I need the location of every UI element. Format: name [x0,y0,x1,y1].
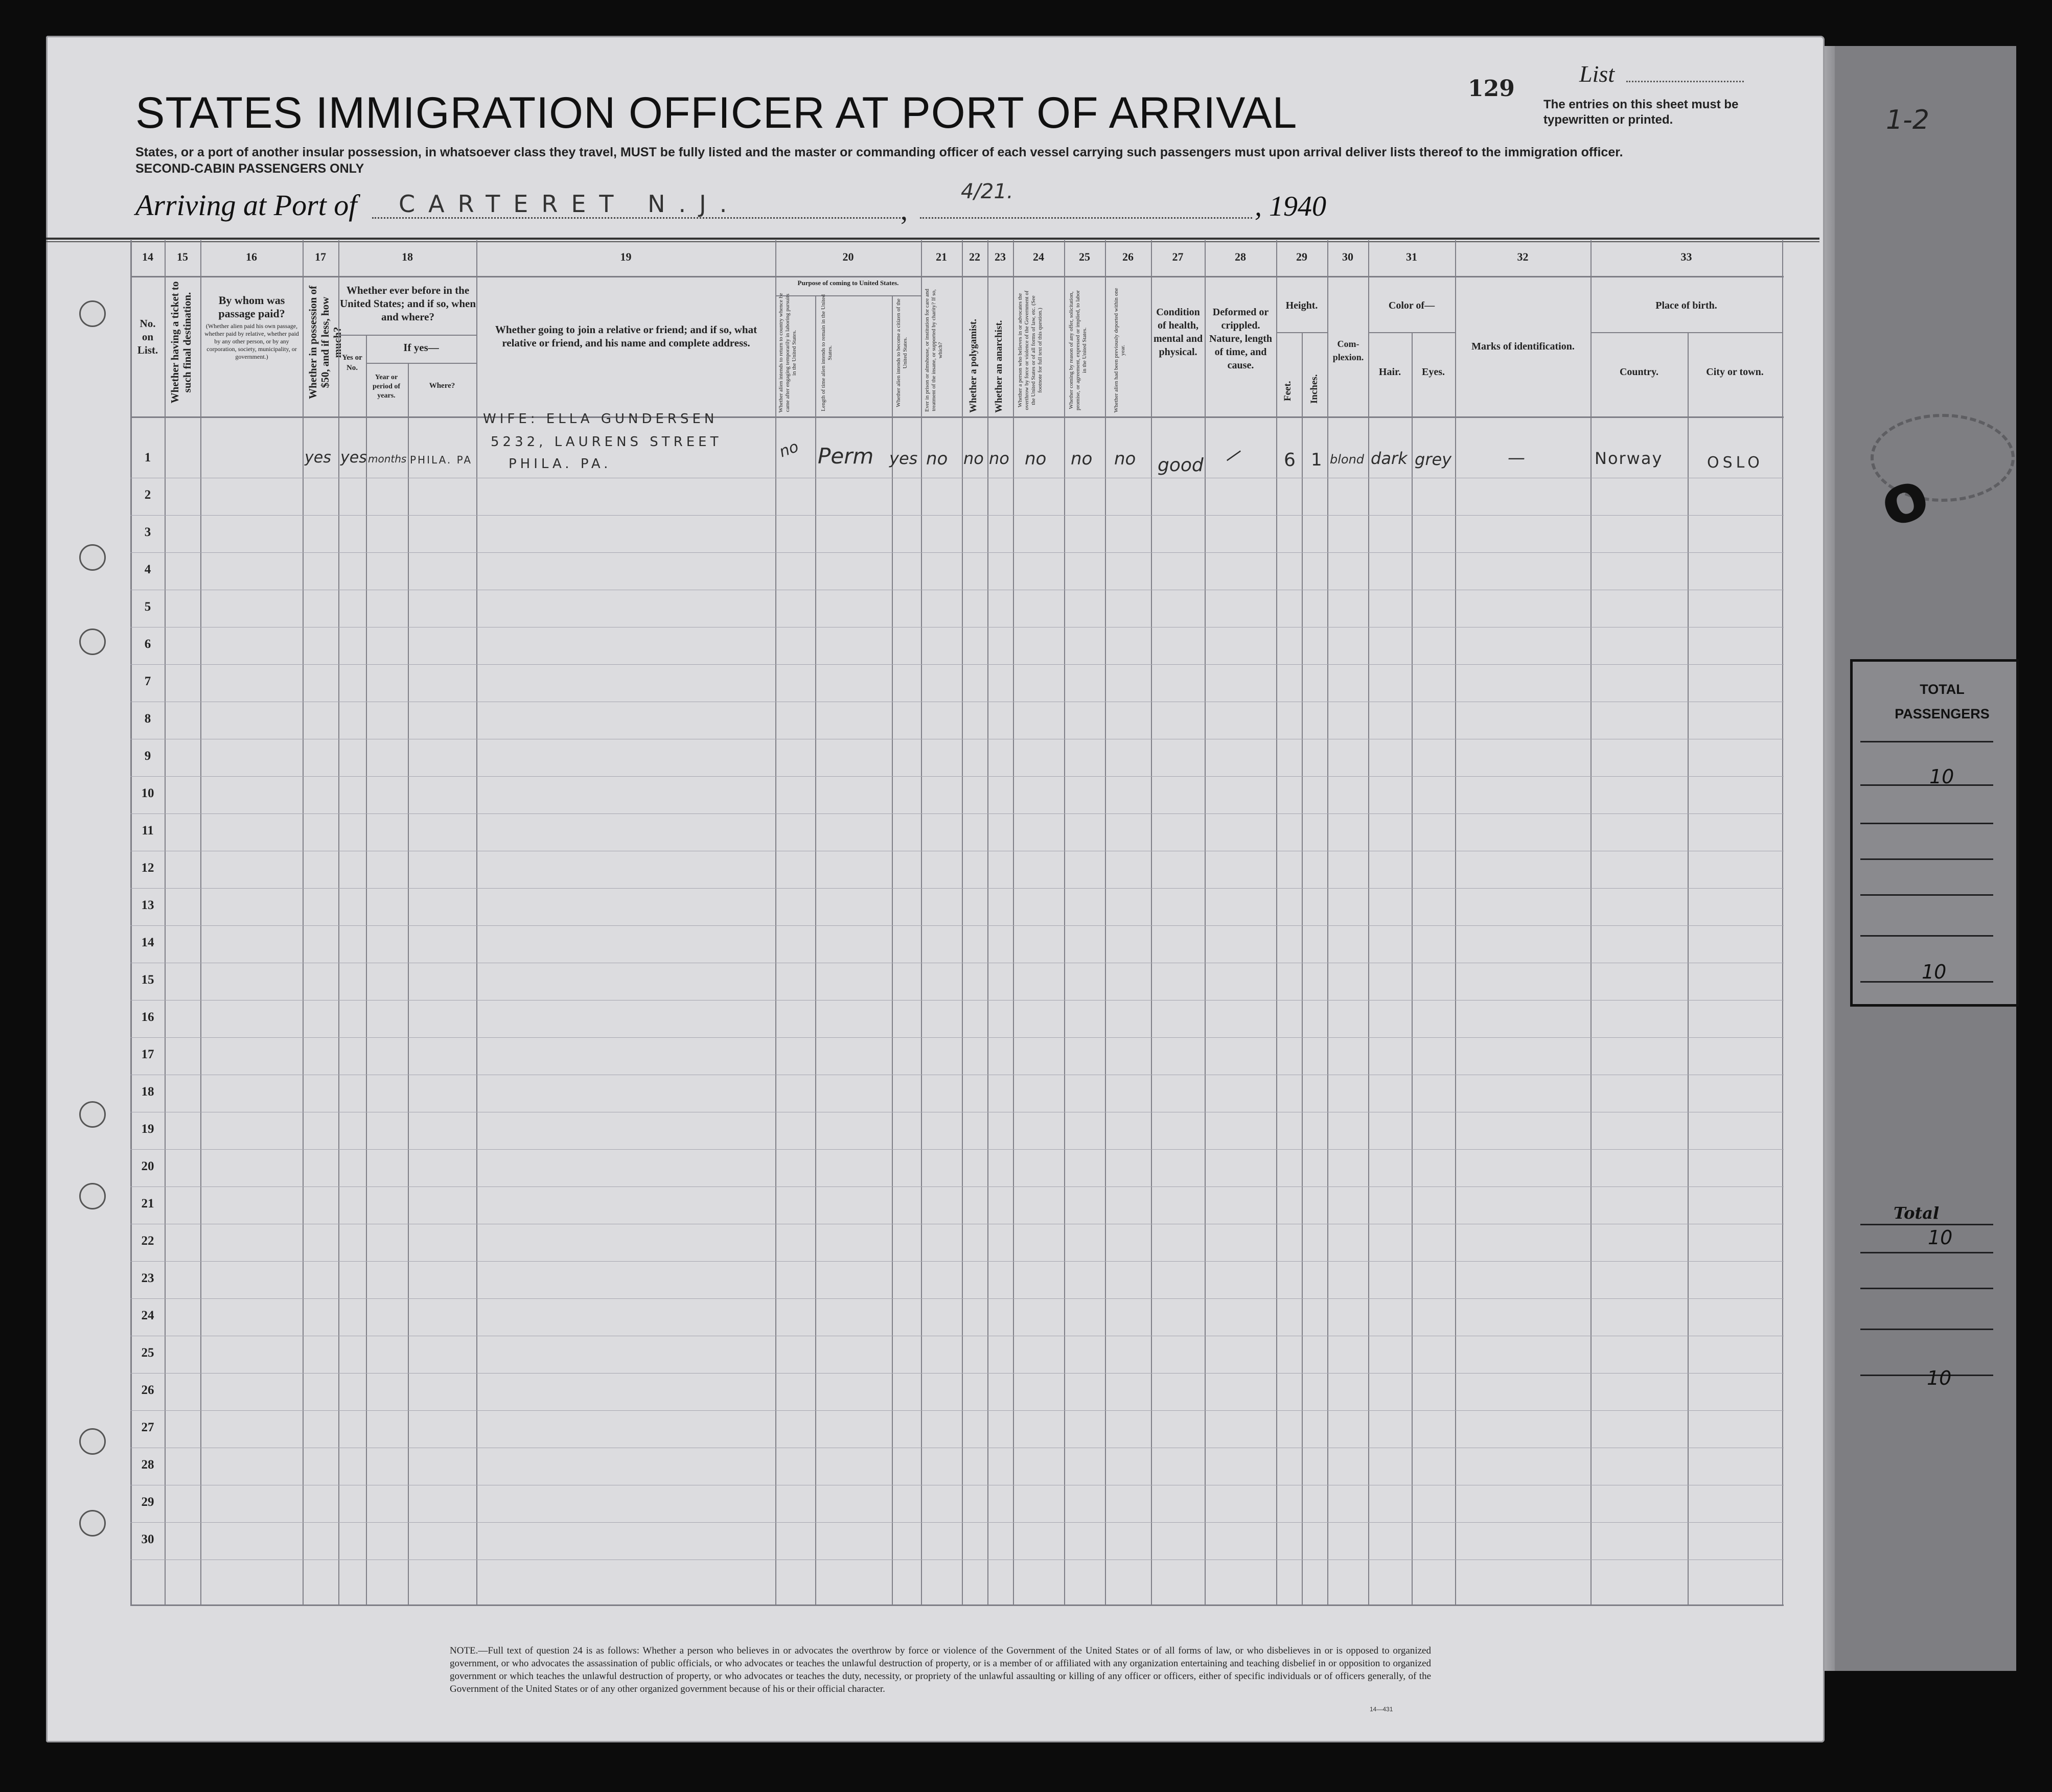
tally-line [1860,935,1993,937]
column-line [1151,240,1152,1604]
tally-line [1860,894,1993,896]
column-line [476,240,477,1604]
binder-hole [79,1183,106,1209]
row-line [130,776,1784,777]
row-line [130,1149,1784,1150]
column-number: 26 [1122,250,1134,263]
column-number: 16 [246,250,257,263]
header-c29-inches-text: Inches. [1309,374,1320,404]
column-line [1782,240,1783,1604]
header-c16-sub: (Whether alien paid his own passage, whether paid by relative, whether paid by any other person, or by any corporation, society, municipality, or government.) [204,322,299,360]
date-value: 4/21. [961,180,1013,203]
subtext-line: States, or a port of another insular possession, in whatsoever class they travel, MUST be fully listed and the master or commanding officer of each vessel carrying such passengers must upon arrival deliver lists thereof to the immigration officer. [135,145,1623,159]
entry-c30: blond [1330,452,1365,467]
header-c26-text: Whether alien had been previously deported within one year. [1113,288,1126,413]
header-c20-c-text: Whether alien intends to become a citizen of the United States. [895,298,908,407]
header-c24-text: Whether a person who believes in or advocates the overthrow by force or violence of the Government of the United States or of all forms of law, etc. (See footnote for full text of this question.) [1017,290,1043,410]
header-c24 [1017,288,1044,413]
row-number: 9 [144,749,151,763]
column-line [921,240,922,1604]
row-line [130,1373,1784,1374]
row-line [130,1522,1784,1523]
column-line [962,240,963,1604]
header-c19: Whether going to join a relative or friend; and if so, what relative or friend, and his name and complete address. [495,323,757,349]
header-c29-feet [1282,381,1294,401]
tally-line [1860,784,1993,786]
column-line [303,240,304,1604]
header-c15-text: Whether having a ticket to such final destination. [169,281,193,404]
row-number: 18 [141,1085,154,1099]
row-line [130,515,1784,516]
header-c18-yesno: Yes or No. [342,354,362,372]
entry-c18-yesno: yes [340,449,367,467]
column-number: 17 [315,250,326,263]
entry-c31-eyes: grey [1415,450,1452,469]
port-comma: , [901,195,908,226]
header-c18-ifyes: If yes— [403,341,439,354]
header-c23 [993,320,1005,413]
entry-c20-c: yes [889,449,918,468]
row-number: 6 [144,637,151,651]
margin-mark: 1-2 [1886,105,1929,135]
footnote: NOTE.—Full text of question 24 is as follows: Whether a person who believes in or advocates the overthrow by force or violence of the Government of the United States or of all forms of law, or who disbelieves in or is opposed to organized government, or who advocates the assassination of public officials, or who advocates or teaches the unlawful destruction of property, or is a member of or affiliated with any organization entertaining and teaching disbelief in or opposition to organized government or which teaches the unlawful destruction of property, or who advocates or teaches the duty, necessity, or propriety of the unlawful assaulting or killing of any officer or officers, either of specific individuals or of officers generally, of the Government of the United States or of any other organized government because of his or their official character. [450,1645,1431,1694]
tally-value: 10 [1929,765,1954,788]
row-number: 2 [144,488,151,502]
entry-c26: no [1114,449,1136,469]
row-number: 3 [144,525,151,539]
binder-hole [79,1101,106,1128]
row-number: 12 [141,861,154,875]
column-number: 23 [995,250,1006,263]
row-number: 26 [141,1383,154,1397]
total-passengers-title: TOTAL PASSENGERS [1895,682,1990,722]
row-number: 21 [141,1197,154,1211]
column-line [1688,332,1689,1604]
column-number: 19 [620,250,632,263]
header-c33-city: City or town. [1706,366,1764,378]
form-title: STATES IMMIGRATION OFFICER AT PORT OF ARRIVAL [135,88,1298,137]
row-number: 16 [141,1010,154,1024]
header-c18-period: Year or period of years. [372,374,401,400]
row-number: 10 [141,786,154,800]
entry-c19-line1: WIFE: ELLA GUNDERSEN [483,411,718,427]
column-number: 28 [1235,250,1246,263]
column-number: 32 [1517,250,1529,263]
header-subline [338,335,476,336]
list-label: List [1579,61,1615,87]
row-number: 11 [142,824,154,837]
row-line [130,888,1784,889]
column-line [1302,332,1303,1604]
column-number: 33 [1680,250,1692,263]
header-c30: Com-plexion. [1332,339,1364,362]
header-c20-b [820,293,834,413]
column-line [1276,240,1277,1604]
header-c20-b-text: Length of time alien intends to remain in the United States. [820,294,833,411]
column-line [1590,240,1592,1604]
header-rule [46,238,1819,240]
header-c31-hair: Hair. [1378,366,1401,378]
entry-c32: — [1508,448,1525,468]
row-line [130,1410,1784,1411]
header-c20-main: Purpose of coming to United States. [797,279,899,287]
entry-c17: yes [305,449,331,467]
header-c17-text: Whether in possession of $50, and if less, how much? [307,286,343,399]
header-bottom-line [130,416,1784,418]
tally-line [1860,1329,1993,1330]
column-number: 24 [1033,250,1044,263]
header-c33-main: Place of birth. [1655,300,1717,311]
column-line [775,240,776,1604]
entry-c18-where: PHILA. PA [410,454,473,466]
column-line [892,295,893,1604]
column-line [1105,240,1106,1604]
column-number: 25 [1079,250,1090,263]
column-line [1368,240,1369,1604]
column-line [1064,240,1065,1604]
header-c22 [967,319,980,413]
column-number: 29 [1296,250,1307,263]
column-line [987,240,988,1604]
column-number: 15 [177,250,188,263]
column-number: 14 [142,250,153,263]
row-line [130,925,1784,926]
column-line [408,363,409,1604]
tally-value: 10 [1922,961,1947,983]
header-c25 [1068,288,1088,413]
tally-line [1860,1252,1993,1253]
row-number: 27 [141,1421,154,1434]
entry-c31-hair: dark [1371,449,1408,468]
column-line [366,335,367,1604]
row-line [130,1037,1784,1038]
tally-line [1860,823,1993,824]
column-number: 31 [1406,250,1417,263]
header-c23-text: Whether an anarchist. [994,320,1004,413]
header-c29-feet-text: Feet. [1282,381,1293,401]
entry-c25: no [1071,449,1093,469]
entry-c33-city: OSLO [1707,454,1763,472]
entry-c21: no [926,449,948,469]
column-line [338,240,339,1604]
column-number: 22 [969,250,980,263]
arriving-label: Arriving at Port of [135,189,357,222]
header-rule [46,241,1819,242]
row-line [130,813,1784,814]
header-c29-main: Height. [1285,300,1318,311]
entry-c27: good [1158,455,1204,476]
header-c28: Deformed or crippled. Nature, length of time, and cause. [1209,307,1272,371]
entry-c19-line2: 5232, LAURENS STREET [491,434,722,450]
row-number: 4 [144,563,151,576]
entries-note: The entries on this sheet must be typewritten or printed. [1543,98,1739,127]
row-number: 19 [141,1122,154,1136]
table-bottom-line [130,1604,1784,1606]
row-number: 28 [141,1458,154,1472]
row-line [130,1186,1784,1187]
column-line [1205,240,1206,1604]
entry-c29-inches: 1 [1311,450,1322,470]
header-c21-text: Ever in prison or almshouse, or institution for care and treatment of the insane, or supported by charity? If so, which? [924,289,943,412]
header-subline [775,295,921,296]
row-number: 29 [141,1495,154,1509]
sheet-number: 129 [1468,76,1515,102]
entry-c29-feet: 6 [1284,450,1296,471]
column-line [815,295,816,1604]
row-number: 23 [141,1271,154,1285]
column-number: 27 [1172,250,1184,263]
row-number: 15 [141,973,154,987]
row-number: 1 [144,451,151,464]
row-line [130,664,1784,665]
tally-value: 10 [1928,1226,1953,1249]
form-number: 14—431 [1370,1706,1393,1713]
binder-hole [79,300,106,327]
row-number: 13 [141,898,154,912]
column-number: 18 [402,250,413,263]
entry-c23: no [989,449,1009,468]
column-number: 30 [1342,250,1353,263]
binder-hole [79,1428,106,1455]
row-number: 24 [141,1309,154,1322]
date-line [920,217,1252,219]
tally-line [1860,1224,1993,1225]
header-c27: Condition of health, mental and physical. [1153,307,1203,358]
column-number: 20 [842,250,854,263]
header-c31-eyes: Eyes. [1422,366,1445,378]
row-number: 8 [144,712,151,726]
entry-c18-period: months [368,453,407,465]
header-c20-a [778,293,798,413]
row-number: 20 [141,1159,154,1173]
list-number-line [1626,81,1744,82]
header-c33-country: Country. [1619,366,1659,378]
header-c21 [924,288,944,413]
row-line [130,1298,1784,1299]
header-c22-text: Whether a polygamist. [968,319,979,413]
header-c25-text: Whether coming by reason of any offer, solicitation, promise, or agreement, expressed or implied, to labor in the United States. [1068,290,1088,411]
header-c29-inches [1308,374,1321,404]
column-number: 21 [936,250,947,263]
year-value: , 1940 [1255,191,1326,222]
header-c20-c [895,293,909,413]
column-line [200,240,201,1604]
total-label: Total [1894,1203,1940,1223]
header-c15 [169,281,193,404]
header-c32: Marks of identification. [1471,341,1575,352]
row-number: 14 [141,936,154,949]
header-top-line [130,276,1784,277]
entry-c19-line3: PHILA. PA. [509,456,612,472]
row-number: 5 [144,600,151,614]
tally-value: 10 [1927,1367,1952,1389]
row-number: 22 [141,1234,154,1248]
header-c18-where: Where? [429,382,455,390]
row-number: 25 [141,1346,154,1360]
entry-c22: no [963,449,984,468]
column-line [165,240,166,1604]
entry-c33-country: Norway [1595,449,1663,468]
entry-c20-a: no [777,437,801,461]
column-line [1013,240,1014,1604]
column-line [1412,332,1413,1604]
stamp-mark: o [1869,454,1939,543]
row-number: 30 [141,1532,154,1546]
binder-hole [79,544,106,571]
header-subline [366,363,476,364]
header-c16 [204,294,299,361]
row-number: 17 [141,1048,154,1061]
row-line [130,1261,1784,1262]
header-c20-a-text: Whether alien intends to return to country whence he came after engaging temporarily in laboring pursuits in the United States. [778,293,797,413]
row-number: 7 [144,674,151,688]
binder-hole [79,629,106,655]
entry-c20-b: Perm [818,444,874,469]
entry-c28: — [1219,441,1247,469]
header-subline [1590,332,1782,333]
tally-line [1860,1288,1993,1289]
header-c31-main: Color of— [1388,300,1435,311]
entry-c24: no [1025,449,1047,469]
header-subtext [135,144,1694,177]
tally-line [1860,858,1993,860]
header-c14: No. on List. [137,317,158,356]
tally-line [1860,741,1993,742]
column-line [1455,240,1456,1604]
column-line [130,240,132,1604]
column-line [1327,240,1328,1604]
binder-hole [79,1510,106,1537]
row-line [130,552,1784,553]
header-c26 [1113,288,1126,413]
subtext-line: SECOND-CABIN PASSENGERS ONLY [135,161,364,176]
port-value: CARTERET N.J. [399,190,741,218]
header-c16-main: By whom was passage paid? [218,294,285,320]
header-c18-main: Whether ever before in the United States; and if so, when and where? [339,284,476,323]
